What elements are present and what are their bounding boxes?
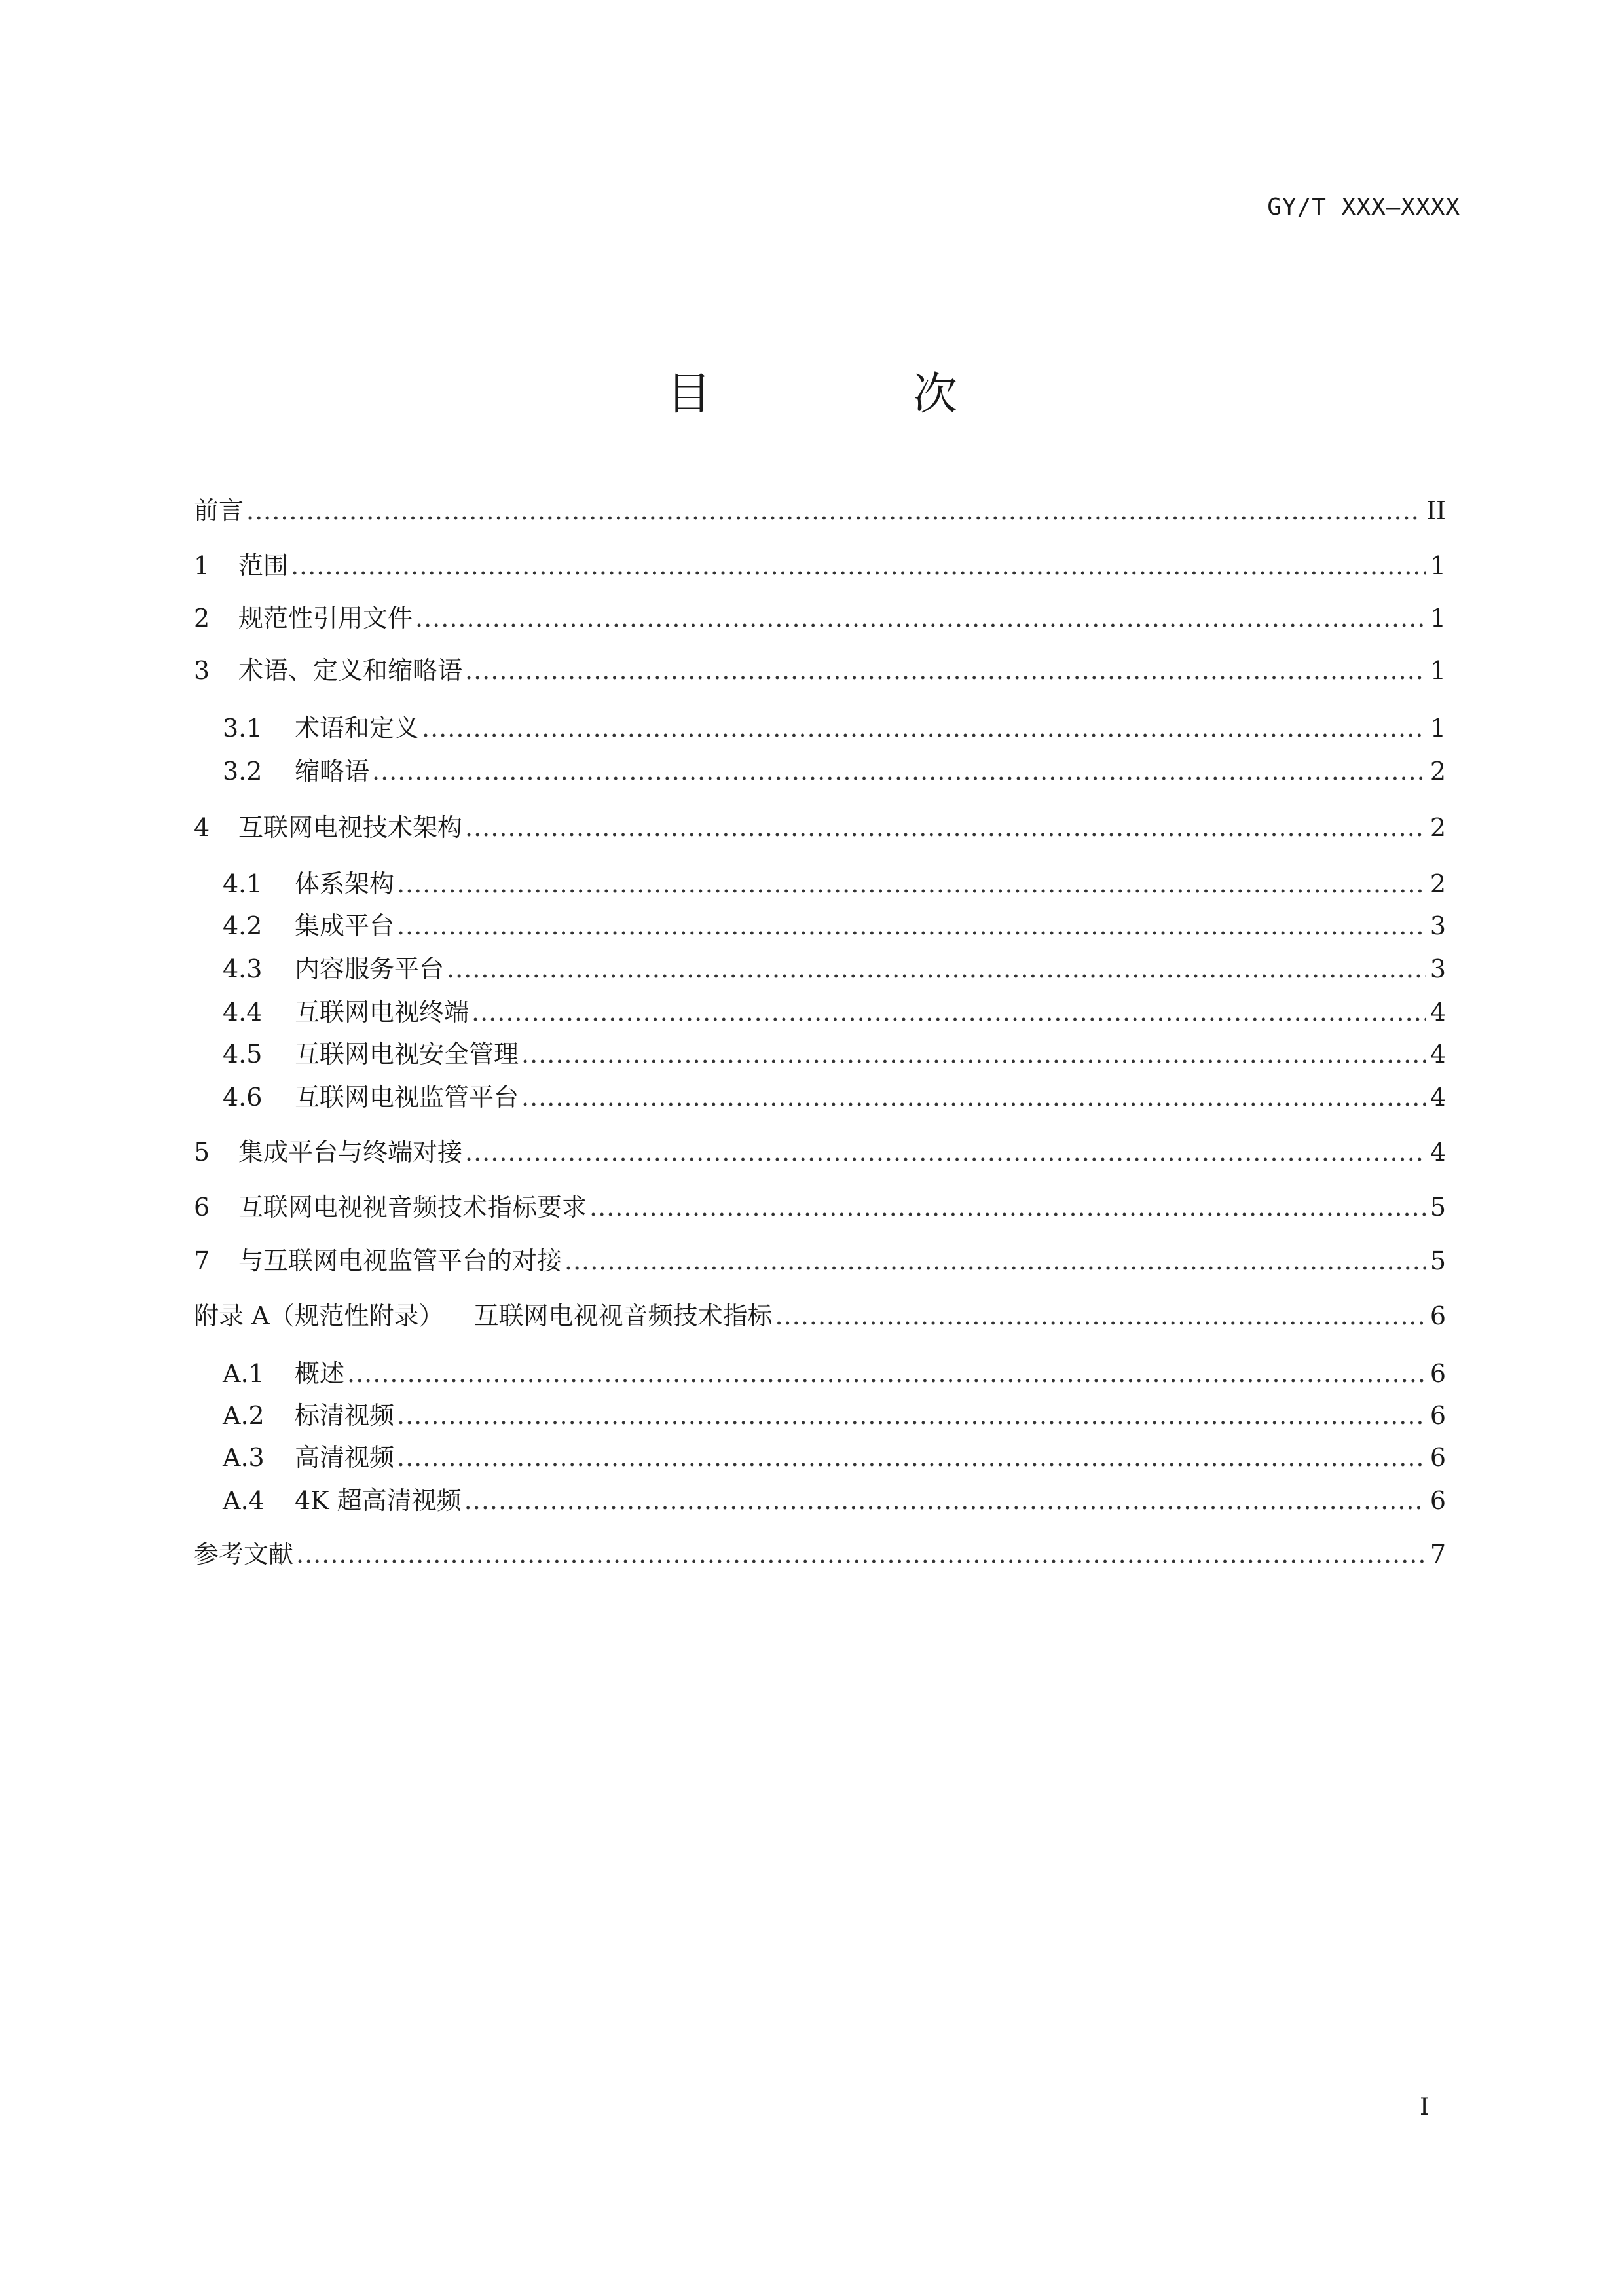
toc-entry-number: 4.2: [223, 911, 263, 940]
toc-entry-page: 5: [1430, 1247, 1446, 1275]
toc-entry-label: 互联网电视监管平台: [295, 1083, 519, 1112]
toc-entry[interactable]: [194, 1358, 1446, 1389]
toc-entry[interactable]: [194, 1300, 1446, 1332]
toc-dot-leader: [397, 868, 1426, 900]
page-title: 目 次: [666, 369, 1036, 420]
toc-entry[interactable]: [194, 550, 1446, 581]
toc-entry-number: 4.4: [223, 998, 263, 1027]
toc-entry[interactable]: [194, 1400, 1446, 1431]
toc-entry[interactable]: [194, 1082, 1446, 1113]
toc-entry[interactable]: [194, 996, 1446, 1028]
toc-entry-page: 2: [1430, 869, 1446, 898]
toc-entry[interactable]: [194, 756, 1446, 787]
toc-dot-leader: [447, 953, 1426, 985]
toc-entry-label: 互联网电视终端: [295, 998, 470, 1027]
toc-dot-leader: [422, 712, 1426, 744]
toc-entry-number: A.4: [223, 1486, 265, 1515]
toc-entry-page: 4: [1430, 1083, 1446, 1112]
toc-entry-page: 6: [1430, 1401, 1446, 1430]
toc-entry-page: 1: [1430, 656, 1446, 685]
toc-entry-label: 参考文献: [194, 1540, 294, 1569]
toc-entry-number: 4.6: [223, 1083, 263, 1112]
toc-entry-number: 6: [194, 1193, 210, 1222]
toc-entry-number: 4.3: [223, 955, 263, 983]
toc-entry[interactable]: [194, 910, 1446, 941]
toc-entry-page: 7: [1430, 1540, 1446, 1569]
toc-entry-number: 3.1: [223, 714, 263, 742]
toc-entry-page: 6: [1430, 1302, 1446, 1330]
toc-entry-label: 内容服务平台: [295, 955, 445, 983]
toc-dot-leader: [521, 1038, 1426, 1070]
toc-dot-leader: [415, 602, 1426, 634]
toc-entry-label: 互联网电视技术架构: [238, 813, 463, 842]
toc-dot-leader: [465, 655, 1426, 686]
toc-dot-leader: [464, 1485, 1426, 1516]
toc-entry-label: 术语、定义和缩略语: [238, 656, 463, 685]
toc-entry[interactable]: [194, 868, 1446, 900]
toc-entry-page: 6: [1430, 1443, 1446, 1472]
toc-dot-leader: [397, 910, 1426, 941]
toc-entry-page: II: [1426, 496, 1446, 525]
toc-entry-label: 互联网电视视音频技术指标: [473, 1302, 773, 1330]
page-number: I: [1420, 2094, 1430, 2121]
toc-entry-page: 3: [1430, 911, 1446, 940]
toc-entry-page: 1: [1430, 551, 1446, 580]
toc-entry-number: 4.5: [223, 1040, 263, 1068]
toc-entry-label: 互联网电视安全管理: [295, 1040, 519, 1068]
toc-entry[interactable]: [194, 1245, 1446, 1277]
toc-entry-label: 规范性引用文件: [238, 604, 413, 632]
toc-entry-page: 6: [1430, 1486, 1446, 1515]
toc-entry-number: 3: [194, 656, 210, 685]
toc-entry-label: 集成平台: [295, 911, 395, 940]
toc-entry[interactable]: [194, 953, 1446, 985]
toc-entry[interactable]: [194, 1038, 1446, 1070]
toc-entry-page: 4: [1430, 1138, 1446, 1167]
toc-entry-page: 1: [1430, 714, 1446, 742]
toc-entry-number: A.2: [223, 1401, 265, 1430]
toc-entry-label: 与互联网电视监管平台的对接: [238, 1247, 563, 1275]
toc-entry-page: 1: [1430, 604, 1446, 632]
toc-dot-leader: [465, 1137, 1426, 1168]
toc-entry[interactable]: [194, 495, 1446, 526]
toc-dot-leader: [564, 1245, 1426, 1277]
toc-dot-leader: [589, 1192, 1426, 1223]
toc-entry-label: 前言: [194, 496, 244, 525]
toc-entry-page: 4: [1430, 1040, 1446, 1068]
toc-entry-page: 4: [1430, 998, 1446, 1027]
toc-entry-label: 术语和定义: [295, 714, 420, 742]
toc-entry[interactable]: [194, 812, 1446, 843]
toc-dot-leader: [521, 1082, 1426, 1113]
toc-entry-label: 互联网电视视音频技术指标要求: [238, 1193, 587, 1222]
toc-entry-page: 2: [1430, 757, 1446, 786]
toc-entry[interactable]: [194, 1485, 1446, 1516]
toc-entry-page: 5: [1430, 1193, 1446, 1222]
toc-entry-label: 缩略语: [295, 757, 370, 786]
toc-entry-label: 标清视频: [295, 1401, 395, 1430]
toc-dot-leader: [347, 1358, 1426, 1389]
toc-dot-leader: [372, 756, 1426, 787]
toc-entry[interactable]: [194, 1539, 1446, 1570]
toc-entry-number: A.3: [223, 1443, 265, 1472]
standard-code: GY/T XXX—XXXX: [1267, 194, 1460, 221]
toc-entry-appendix-tag: 附录 A（规范性附录）: [194, 1302, 444, 1330]
toc-dot-leader: [465, 812, 1426, 843]
toc-entry-label: 概述: [295, 1359, 345, 1388]
toc-entry-page: 3: [1430, 955, 1446, 983]
toc-dot-leader: [296, 1539, 1426, 1570]
toc-entry-label: 高清视频: [295, 1443, 395, 1472]
toc-entry-number: 4.1: [223, 869, 263, 898]
toc-entry-label: 4K 超高清视频: [295, 1486, 462, 1515]
toc-dot-leader: [246, 495, 1422, 526]
toc-entry[interactable]: [194, 1442, 1446, 1473]
toc-entry-number: 2: [194, 604, 210, 632]
toc-entry[interactable]: [194, 1192, 1446, 1223]
toc-entry-page: 6: [1430, 1359, 1446, 1388]
toc-entry-label: 集成平台与终端对接: [238, 1138, 463, 1167]
toc-entry[interactable]: [194, 655, 1446, 686]
toc-entry[interactable]: [194, 712, 1446, 744]
toc-dot-leader: [397, 1442, 1426, 1473]
toc-entry-number: 4: [194, 813, 210, 842]
toc-dot-leader: [291, 550, 1426, 581]
toc-entry[interactable]: [194, 1137, 1446, 1168]
toc-entry-number: 5: [194, 1138, 210, 1167]
toc-entry-number: 3.2: [223, 757, 263, 786]
toc-entry[interactable]: [194, 602, 1446, 634]
toc-entry-page: 2: [1430, 813, 1446, 842]
toc-entry-number: 1: [194, 551, 210, 580]
toc-entry-label: 范围: [238, 551, 289, 580]
toc-dot-leader: [775, 1300, 1426, 1332]
toc-entry-number: A.1: [223, 1359, 265, 1388]
toc-dot-leader: [397, 1400, 1426, 1431]
toc-entry-label: 体系架构: [295, 869, 395, 898]
toc-dot-leader: [471, 996, 1426, 1028]
toc-entry-number: 7: [194, 1247, 210, 1275]
